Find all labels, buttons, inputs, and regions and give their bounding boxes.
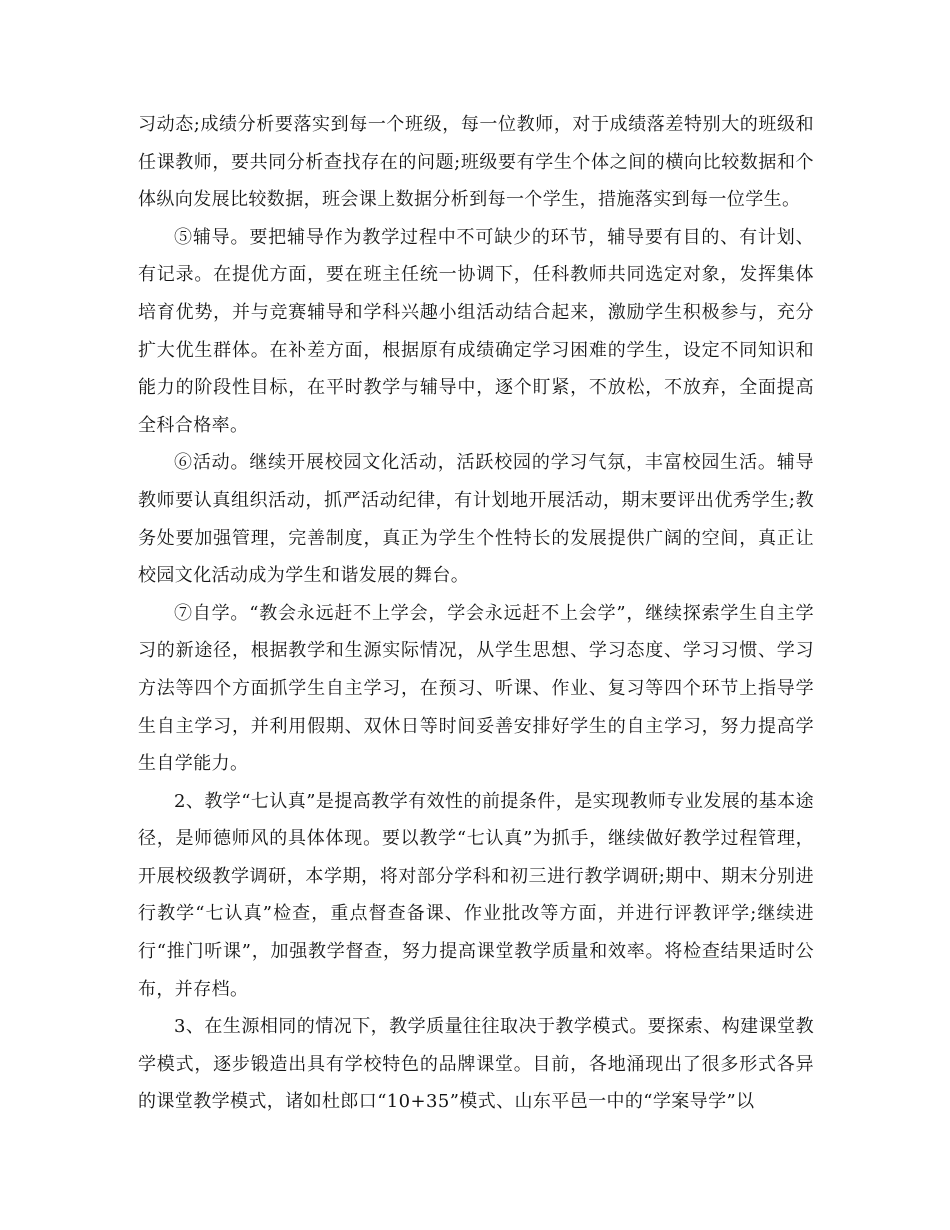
paragraph-seven-diligence: 2、教学“七认真”是提高教学有效性的前提条件，是实现教师专业发展的基本途径，是师德师风的具体体现。要以教学“七认真”为抓手，继续做好教学过程管理，开展校级教学调研，本学期，将对部分学科和初三进行教学调研;期中、期末分别进行教学“七认真”检查，重点督查备课、作业批改等方面，并进行评教评学;继续进行“推门听课”，加强教学督查，努力提高课堂教学质量和效率。将检查结果适时公布，并存档。 xyxy=(138,790,814,1000)
paragraph-tutoring: ⑤辅导。要把辅导作为教学过程中不可缺少的环节，辅导要有目的、有计划、有记录。在提优方面，要在班主任统一协调下，任科教师共同选定对象，发挥集体培育优势，并与竞赛辅导和学科兴趣小组活动结合起来，激励学生积极参与，充分扩大优生群体。在补差方面，根据原有成绩确定学习困难的学生，设定不同知识和能力的阶段性目标，在平时教学与辅导中，逐个盯紧，不放松，不放弃，全面提高全科合格率。 xyxy=(138,226,814,436)
document-page xyxy=(138,106,814,1121)
paragraph-self-study: ⑦自学。“教会永远赶不上学会，学会永远赶不上会学”，继续探索学生自主学习的新途径，根据教学和生源实际情况，从学生思想、学习态度、学习习惯、学习方法等四个方面抓学生自主学习，在预习、听课、作业、复习等四个环节上指导学生自主学习，并利用假期、双休日等时间妥善安排好学生的自主学习，努力提高学生自学能力。 xyxy=(138,602,814,775)
paragraph-continuation: 习动态;成绩分析要落实到每一个班级，每一位教师，对于成绩落差特别大的班级和任课教师，要共同分析查找存在的问题;班级要有学生个体之间的横向比较数据和个体纵向发展比较数据，班会课上数据分析到每一个学生，措施落实到每一位学生。 xyxy=(138,114,814,211)
paragraph-teaching-mode: 3、在生源相同的情况下，教学质量往往取决于教学模式。要探索、构建课堂教学模式，逐步锻造出具有学校特色的品牌课堂。目前，各地涌现出了很多形式各异的课堂教学模式，诸如杜郎口“10+35”模式、山东平邑一中的“学案导学”以 xyxy=(138,1016,814,1113)
paragraph-activities: ⑥活动。继续开展校园文化活动，活跃校园的学习气氛，丰富校园生活。辅导教师要认真组织活动，抓严活动纪律，有计划地开展活动，期末要评出优秀学生;教务处要加强管理，完善制度，真正为学生个性特长的发展提供广阔的空间，真正让校园文化活动成为学生和谐发展的舞台。 xyxy=(138,452,814,587)
